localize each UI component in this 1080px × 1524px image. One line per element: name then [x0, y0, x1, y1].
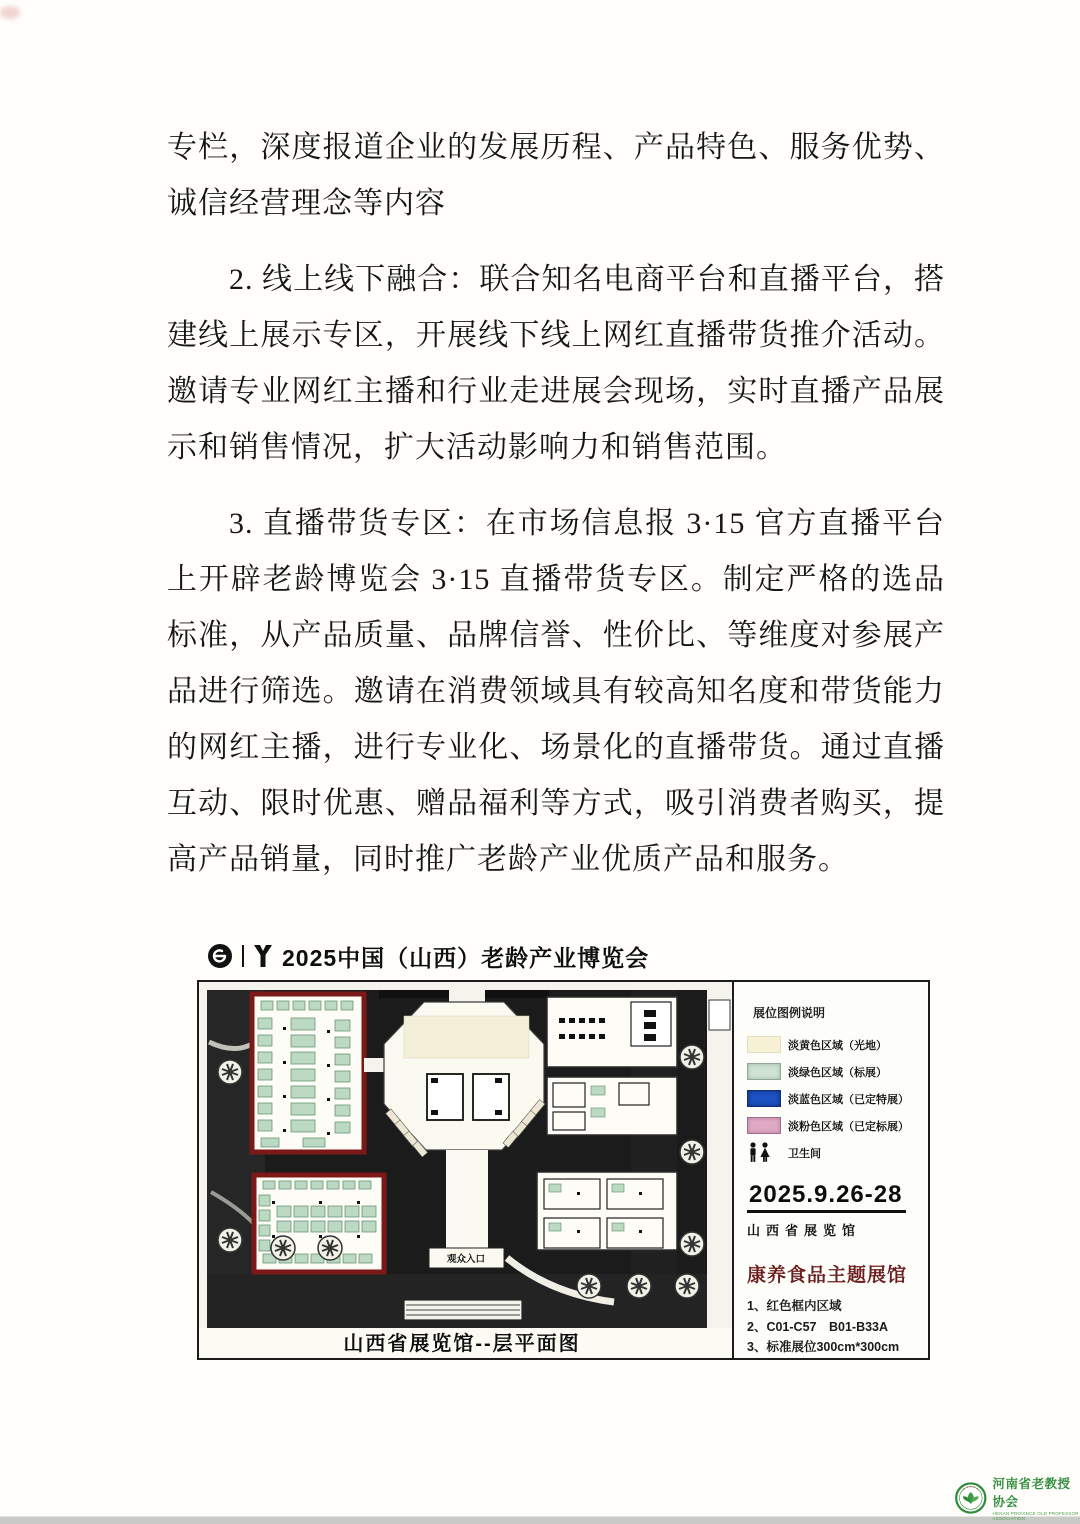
legend-item-wc	[747, 1139, 918, 1166]
legend-title: 展位图例说明	[753, 1006, 826, 1020]
venue-name: 山西省展览馆	[747, 1223, 862, 1238]
entrance-label: 观众入口	[446, 1254, 486, 1265]
association-emblem-icon	[954, 1475, 988, 1521]
legend-item-blue	[747, 1085, 918, 1112]
floorplan-frame	[197, 980, 930, 1360]
paragraph-3: 3. 直播带货专区：在市场信息报 3·15 官方直播平台上开辟老龄博览会 3·15 直播带货专区。制定严格的选品标准，从产品质量、品牌信誉、性价比、等维度对参展产品进行筛选。邀请在消费领域具有较高知名度和带货能力的网红主播，进行专业化、场景化的直播带货。通过直播互动、限时优惠、赠品福利等方式，吸引消费者购买，提高产品销量，同时推广老龄产业优质产品和服务。	[167, 507, 945, 876]
legend-swatch-blue	[747, 1090, 781, 1107]
floorplan-figure	[197, 936, 930, 1360]
legend-label: 淡黄色区域（光地）	[788, 1039, 887, 1052]
association-name-en: HENAN PROVINCE OLD PROFESSOR ASSOCIATION	[992, 1511, 1079, 1521]
paragraph-continuation: 专栏，深度报道企业的发展历程、产品特色、服务优势、诚信经营理念等内容	[167, 131, 945, 220]
legend-panel	[732, 982, 926, 1358]
hall-a-standard-booths	[252, 994, 364, 1152]
floorplan-title: 2025中国（山西）老龄产业博览会	[282, 944, 650, 971]
legend-item-pink	[747, 1112, 918, 1139]
newspaper-logo-icon	[207, 943, 233, 969]
scan-edge-strip	[0, 1516, 1080, 1524]
document-text	[167, 120, 945, 908]
hall-theme-title: 康养食品主题展馆	[747, 1265, 908, 1286]
association-name-cn: 河南省老教授协会	[992, 1477, 1071, 1509]
legend-label: 淡绿色区域（标展）	[788, 1066, 887, 1079]
association-logo	[954, 1474, 1080, 1521]
legend-label: 卫生间	[788, 1147, 821, 1160]
restroom-icon	[747, 1144, 781, 1161]
hall-b-standard-booths	[254, 1175, 384, 1272]
event-dates: 2025.9.26-28	[747, 1181, 906, 1213]
paragraph-2: 2. 线上线下融合：联合知名电商平台和直播平台，搭建线上展示专区，开展线下线上网红直播带货推介活动。邀请专业网红主播和行业走进展会现场，实时直播产品展示和销售情况，扩大活动影响力和销售范围。	[167, 263, 945, 464]
legend-swatch-pink	[747, 1117, 781, 1134]
legend-label: 淡蓝色区域（已定特展）	[788, 1093, 909, 1106]
legend-swatch-green	[747, 1063, 781, 1080]
legend-label: 淡粉色区域（已定标展）	[788, 1120, 909, 1133]
legend-swatch-yellow	[747, 1036, 781, 1053]
scan-smudge	[0, 6, 20, 19]
floorplan-caption: 山西省展览馆--层平面图	[343, 1333, 581, 1355]
floorplan-title-row	[197, 936, 930, 980]
logo-divider	[242, 945, 244, 967]
legend-notes	[747, 1296, 918, 1358]
floorplan-drawing	[199, 982, 732, 1358]
legend-item-green	[747, 1058, 918, 1085]
note-line: 1、红色框内区域	[747, 1299, 842, 1313]
y-logo-icon	[253, 944, 273, 968]
note-line: 3、标准展位300cm*300cm	[747, 1340, 900, 1355]
legend-item-yellow	[747, 1031, 918, 1058]
note-line: 2、C01-C57 B01-B33A	[747, 1319, 889, 1334]
central-hall-octagon	[384, 1002, 545, 1157]
